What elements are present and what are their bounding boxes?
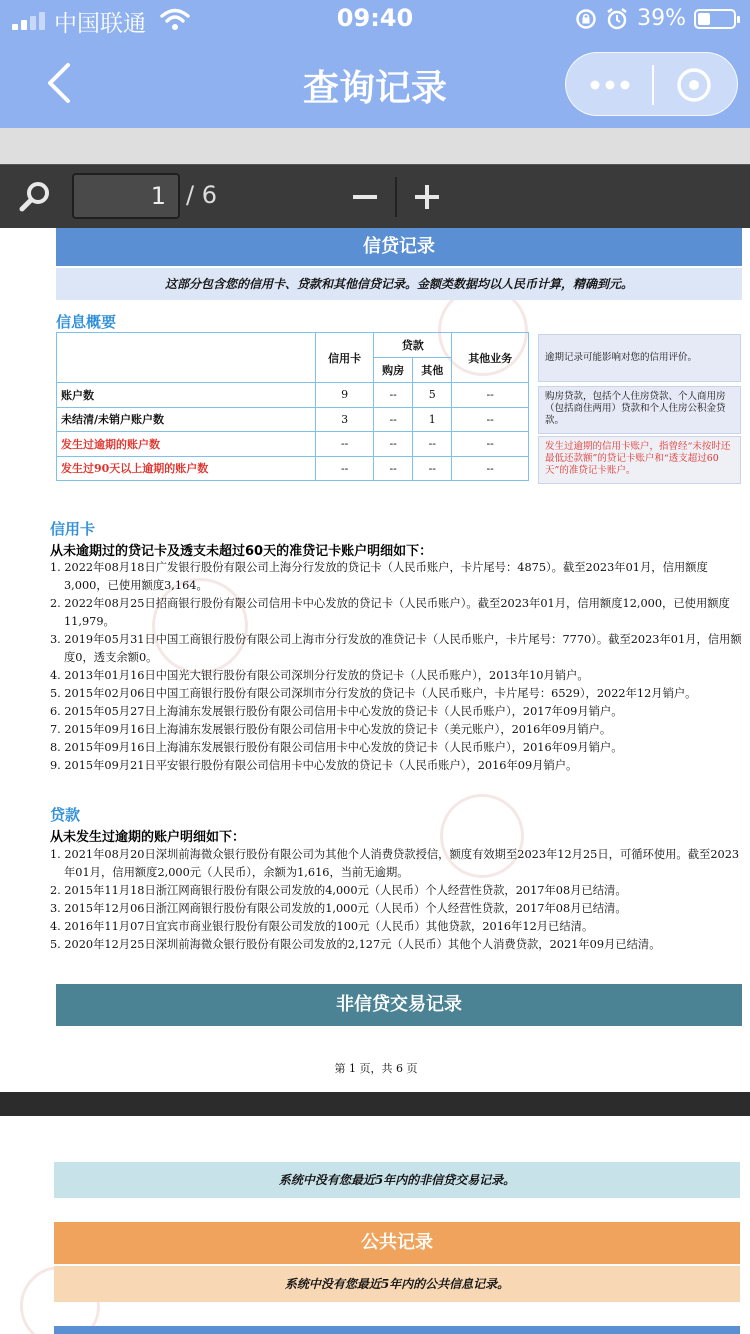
public-records-note: 系统中没有您最近5年内的公共信息记录。 — [54, 1266, 740, 1302]
credit-records-banner: 信贷记录 — [56, 228, 742, 266]
page-separator — [0, 1092, 750, 1116]
loan-list — [50, 846, 742, 954]
list-item: 3. 2015年12月06日浙江网商银行股份有限公司发放的1,000元（人民币）个人经营性贷款，2017年08月已结清。 — [50, 902, 627, 915]
close-circle-icon[interactable] — [675, 66, 713, 104]
list-item: 9. 2015年09月21日平安银行股份有限公司信用卡中心发放的贷记卡（人民币账户），2016年09月销户。 — [50, 759, 578, 772]
list-item: 1. 2022年08月18日广发银行股份有限公司上海分行发放的贷记卡（人民币账户，卡片尾号：4875）。截至2023年01月，信用额度3,000，已使用额度3,164。 — [50, 561, 708, 592]
battery-percent: 39% — [637, 6, 686, 31]
cell-cc: -- — [316, 432, 374, 457]
row-label: 发生过逾期的账户数 — [57, 432, 316, 457]
list-item: 4. 2016年11月07日宜宾市商业银行股份有限公司发放的100元（人民币）其他贷款，2016年12月已结清。 — [50, 920, 594, 933]
cell-other: -- — [413, 432, 452, 457]
table-row — [57, 432, 529, 457]
table-row — [57, 383, 529, 408]
non-credit-banner: 非信贷交易记录 — [56, 984, 742, 1026]
next-section-banner — [54, 1326, 740, 1334]
loan-subtitle: 从未发生过逾期的账户明细如下： — [50, 830, 246, 845]
header-other: 其他 — [413, 358, 452, 383]
list-item: 3. 2019年05月31日中国工商银行股份有限公司上海市分行发放的准贷记卡（人民币账户，卡片尾号：7770）。截至2023年01月，信用额度0，透支余额0。 — [50, 633, 742, 664]
non-credit-note: 系统中没有您最近5年内的非信贷交易记录。 — [54, 1162, 740, 1198]
cell-biz: -- — [452, 383, 529, 408]
side-note-overdue-card: 发生过逾期的信用卡账户，指曾经“未按时还最低还款额”的贷记卡账户和“透支超过60天”的准贷记卡账户。 — [538, 436, 741, 484]
loan-heading: 贷款 — [50, 806, 81, 824]
cell-other: -- — [413, 456, 452, 481]
carrier-name: 中国联通 — [54, 11, 146, 37]
row-label: 账户数 — [57, 383, 316, 408]
list-item: 1. 2021年08月20日深圳前海微众银行股份有限公司为其他个人消费贷款授信，额度有效期至2023年12月25日，可循环使用。截至2023年01月，信用额度2,000元（人民币），余额为1,616，当前无逾期。 — [50, 848, 740, 879]
list-item: 4. 2013年01月16日中国光大银行股份有限公司深圳分行发放的贷记卡（人民币账户），2013年10月销户。 — [50, 669, 589, 682]
header-other-business: 其他业务 — [452, 333, 529, 383]
cell-biz: -- — [452, 432, 529, 457]
credit-card-list — [50, 559, 742, 775]
toolbar-divider — [395, 177, 397, 217]
plus-icon[interactable] — [413, 181, 441, 213]
cell-biz: -- — [452, 456, 529, 481]
row-label: 未结清/未销户账户数 — [57, 407, 316, 432]
cell-house: -- — [374, 432, 413, 457]
list-item: 5. 2015年02月06日中国工商银行股份有限公司深圳市分行发放的贷记卡（人民币账户，卡片尾号：6529），2022年12月销户。 — [50, 687, 697, 700]
list-item: 7. 2015年09月16日上海浦东发展银行股份有限公司信用卡中心发放的贷记卡（美元账户），2016年09月销户。 — [50, 723, 612, 736]
cell-biz: -- — [452, 407, 529, 432]
overview-heading: 信息概要 — [56, 313, 117, 331]
list-item: 2. 2015年11月18日浙江网商银行股份有限公司发放的4,000元（人民币）个人经营性贷款，2017年08月已结清。 — [50, 884, 627, 897]
side-note-house-loan: 购房贷款，包括个人住房贷款、个人商用房（包括商住两用）贷款和个人住房公积金贷款。 — [538, 386, 741, 434]
page-total: / 6 — [186, 181, 217, 209]
status-right — [575, 6, 736, 31]
cell-cc: -- — [316, 456, 374, 481]
cell-other: 5 — [413, 383, 452, 408]
battery-icon — [694, 9, 736, 29]
header-loan: 贷款 — [374, 333, 452, 358]
table-row — [57, 407, 529, 432]
page-number-input[interactable]: 1 — [72, 173, 180, 219]
top-header — [0, 0, 750, 128]
status-bar — [0, 0, 750, 40]
overview-table — [56, 332, 529, 481]
cell-cc: 9 — [316, 383, 374, 408]
mini-program-capsule — [565, 52, 738, 116]
page-footer: 第 1 页，共 6 页 — [334, 1062, 418, 1075]
header-credit-card: 信用卡 — [316, 333, 374, 383]
list-item: 6. 2015年05月27日上海浦东发展银行股份有限公司信用卡中心发放的贷记卡（人民币账户），2017年09月销户。 — [50, 705, 623, 718]
header-house: 购房 — [374, 358, 413, 383]
credit-records-note: 这部分包含您的信用卡、贷款和其他信贷记录。金额类数据均以人民币计算，精确到元。 — [56, 268, 742, 300]
list-item: 5. 2020年12月25日深圳前海微众银行股份有限公司发放的2,127元（人民币）其他个人消费贷款，2021年09月已结清。 — [50, 938, 661, 951]
pdf-page-1[interactable] — [2, 228, 750, 1092]
cell-other: 1 — [413, 407, 452, 432]
table-corner — [57, 333, 316, 383]
pdf-page-2[interactable] — [0, 1116, 750, 1334]
capsule-divider — [652, 65, 654, 105]
cell-house: -- — [374, 407, 413, 432]
cell-cc: 3 — [316, 407, 374, 432]
alarm-icon — [605, 7, 629, 31]
cell-house: -- — [374, 456, 413, 481]
list-item: 8. 2015年09月16日上海浦东发展银行股份有限公司信用卡中心发放的贷记卡（人民币账户），2016年09月销户。 — [50, 741, 623, 754]
credit-card-heading: 信用卡 — [50, 520, 96, 538]
table-row — [57, 456, 529, 481]
side-note-overdue: 逾期记录可能影响对您的信用评价。 — [538, 334, 741, 382]
page-title: 查询记录 — [302, 68, 447, 109]
list-item: 2. 2022年08月25日招商银行股份有限公司信用卡中心发放的贷记卡（人民币账户）。截至2023年01月，信用额度12,000，已使用额度11,979。 — [50, 597, 730, 628]
clock: 09:40 — [336, 4, 414, 32]
header-gap — [0, 128, 750, 164]
credit-card-subtitle: 从未逾期过的贷记卡及透支未超过60天的准贷记卡账户明细如下： — [50, 544, 433, 559]
pdf-toolbar — [0, 164, 750, 228]
cell-house: -- — [374, 383, 413, 408]
minus-icon[interactable] — [352, 181, 378, 213]
row-label: 发生过90天以上逾期的账户数 — [57, 456, 316, 481]
search-icon[interactable] — [18, 180, 52, 214]
more-dots-icon[interactable] — [588, 71, 632, 99]
rotation-lock-icon — [575, 8, 597, 30]
public-records-banner: 公共记录 — [54, 1222, 740, 1264]
